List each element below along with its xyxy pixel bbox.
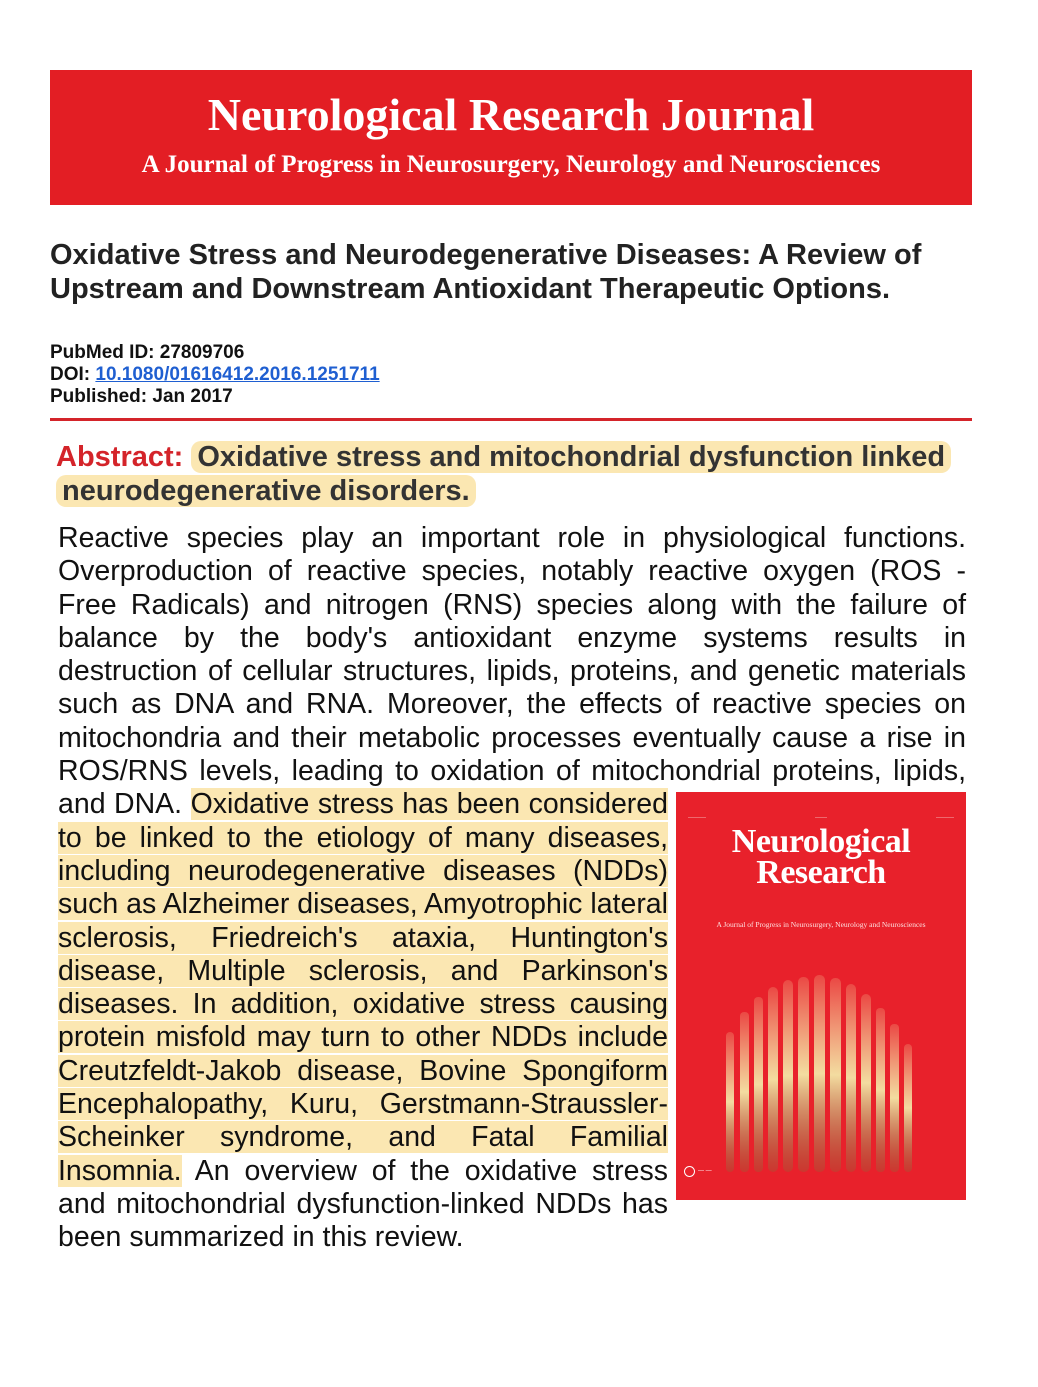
pubmed-id: 27809706 (159, 342, 245, 363)
pubmed-label: PubMed ID: (50, 342, 155, 363)
abstract-body-part2: An overview of the oxidative stress and mitochondrial dysfunction-linked NDDs has been summarized in this review. (58, 1154, 668, 1254)
cover-title-line1: Neurological (731, 823, 911, 861)
cover-artwork (716, 972, 926, 1182)
pubmed-row (50, 342, 750, 364)
abstract-body-highlight: Oxidative stress has been considered to be linked to the etiology of many diseases, including neurodegenerative diseases (NDDs) such as Alzheimer diseases, Amyotrophic lateral sclerosis, Friedreich's ataxia, Huntington's disease, Multiple sclerosis, and Parkinson's diseases. In addition, oxidative stress causing protein misfold may turn to other NDDs include Creutzfeldt-Jakob disease, Bovine Spongiform Encephalopathy, Kuru, Gerstmann-Straussler-Scheinker syndrome, and Fatal Familial Insomnia. (58, 788, 668, 1187)
section-divider (50, 418, 972, 421)
abstract-label: Abstract: (56, 441, 184, 473)
journal-banner (50, 70, 972, 205)
cover-issue-line: ——— —— ——— (688, 815, 954, 822)
article-title: Oxidative Stress and Neurodegenerative Diseases: A Review of Upstream and Downstream Antioxidant Therapeutic Options. (50, 239, 922, 305)
published-label: Published: (50, 386, 148, 407)
published-row (50, 386, 750, 408)
cover-title (676, 823, 966, 892)
article-meta (50, 342, 750, 408)
doi-link[interactable]: 10.1080/01616412.2016.1251711 (95, 364, 380, 385)
journal-title: Neurological Research Journal (207, 89, 815, 140)
cover-title-line2: Research (756, 854, 886, 892)
doi-label: DOI: (50, 364, 91, 385)
published-date: Jan 2017 (152, 386, 233, 407)
publisher-logo: — — (684, 1155, 712, 1188)
abstract-body (58, 522, 966, 1255)
journal-subtitle: A Journal of Progress in Neurosurgery, Neurology and Neurosciences (141, 151, 881, 178)
cover-subtitle: A Journal of Progress in Neurosurgery, Neurology and Neurosciences (716, 920, 926, 930)
abstract-body-part1: Reactive species play an important role in physiological functions. Overproduction of reactive species, notably reactive oxygen (ROS - Free Radicals) and nitrogen (RNS) species along with the failure of balance by the body's antioxidant enzyme systems results in destruction of cellular structures, lipids, proteins, and genetic materials such as DNA and RNA. Moreover, the effects of reactive species on mitochondria and their metabolic processes eventually cause a rise in ROS/RNS levels, leading to oxidation of mitochondrial proteins, lipids, and DNA. (58, 522, 966, 821)
abstract-heading (56, 440, 956, 508)
abstract-headline: Oxidative stress and mitochondrial dysfunction linked neurodegenerative disorders. (56, 441, 951, 507)
doi-row (50, 364, 750, 386)
journal-cover-image (676, 792, 966, 1200)
